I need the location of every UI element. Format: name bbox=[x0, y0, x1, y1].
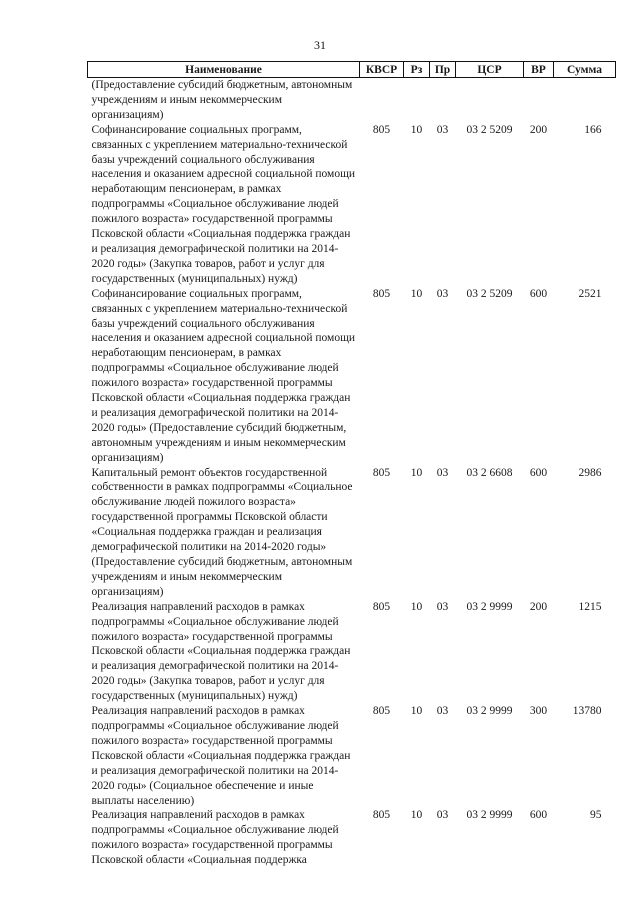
cell-csr bbox=[456, 78, 524, 123]
cell-sum: 95 bbox=[590, 809, 602, 822]
cell-rz: 10 bbox=[410, 600, 423, 613]
table-body bbox=[88, 78, 616, 869]
cell-vr: 200 bbox=[529, 600, 548, 613]
cell-sum: 13780 bbox=[572, 705, 602, 718]
cell-kvsr: 805 bbox=[372, 705, 391, 718]
cell-csr: 03 2 5209 bbox=[466, 287, 513, 300]
cell-rz: 10 bbox=[410, 287, 423, 300]
cell-pr: 03 bbox=[436, 123, 449, 136]
cell-vr: 200 bbox=[529, 123, 548, 136]
column-header-csr: ЦСР bbox=[456, 62, 524, 78]
cell-vr bbox=[524, 78, 554, 123]
page-number: 31 bbox=[314, 38, 326, 52]
cell-pr: 03 bbox=[436, 600, 449, 613]
cell-kvsr: 805 bbox=[372, 466, 391, 479]
column-header-sum: Сумма bbox=[554, 62, 616, 78]
cell-kvsr: 805 bbox=[372, 123, 391, 136]
cell-name: Реализация направлений расходов в рамках подпрограммы «Социальное обслуживание людей пожилого возраста» государственной программы Псковской области «Социальная поддержка граждан и реализация демографической политики на 2014-2020 годы» (Закупка товаров, работ и услуг для государственных (муниципальных) нужд) bbox=[91, 600, 351, 703]
cell-rz: 10 bbox=[410, 123, 423, 136]
cell-csr: 03 2 5209 bbox=[466, 123, 513, 136]
cell-pr: 03 bbox=[436, 705, 449, 718]
cell-vr: 600 bbox=[529, 287, 548, 300]
column-header-kvsr: КВСР bbox=[360, 62, 404, 78]
cell-vr: 600 bbox=[529, 466, 548, 479]
cell-kvsr: 805 bbox=[372, 600, 391, 613]
cell-sum: 2986 bbox=[578, 466, 602, 479]
table-header-row bbox=[88, 62, 616, 78]
table-row bbox=[88, 123, 616, 287]
table-row bbox=[88, 466, 616, 600]
cell-sum bbox=[554, 78, 616, 123]
cell-kvsr: 805 bbox=[372, 809, 391, 822]
column-header-pr: Пр bbox=[430, 62, 456, 78]
cell-rz: 10 bbox=[410, 466, 423, 479]
cell-name: Капитальный ремонт объектов государственной собственности в рамках подпрограммы «Социальное обслуживание людей пожилого возраста» государственной программы Псковской области «Социальная поддержка граждан и реализация демографической политики на 2014-2020 годы» (Предоставление субсидий бюджетным, автономным учреждениям и иным некоммерческим организациям) bbox=[91, 466, 353, 598]
cell-rz: 10 bbox=[410, 809, 423, 822]
cell-sum: 166 bbox=[584, 123, 602, 136]
cell-csr: 03 2 9999 bbox=[466, 600, 513, 613]
table-row bbox=[88, 78, 616, 123]
cell-name: (Предоставление субсидий бюджетным, автономным учреждениям и иным некоммерческим организациям) bbox=[91, 79, 353, 121]
cell-kvsr: 805 bbox=[372, 287, 391, 300]
cell-name: Реализация направлений расходов в рамках подпрограммы «Социальное обслуживание людей пожилого возраста» государственной программы Псковской области «Социальная поддержка bbox=[91, 809, 339, 867]
cell-pr bbox=[430, 78, 456, 123]
cell-rz bbox=[404, 78, 430, 123]
cell-kvsr bbox=[360, 78, 404, 123]
column-header-rz: Рз bbox=[404, 62, 430, 78]
cell-vr: 600 bbox=[529, 809, 548, 822]
column-header-name: Наименование bbox=[88, 62, 360, 78]
cell-rz: 10 bbox=[410, 705, 423, 718]
cell-name: Реализация направлений расходов в рамках подпрограммы «Социальное обслуживание людей пожилого возраста» государственной программы Псковской области «Социальная поддержка граждан и реализация демографической политики на 2014-2020 годы» (Социальное обеспечение и иные выплаты населению) bbox=[91, 705, 351, 807]
cell-pr: 03 bbox=[436, 466, 449, 479]
table-row bbox=[88, 808, 616, 868]
cell-csr: 03 2 9999 bbox=[466, 809, 513, 822]
cell-pr: 03 bbox=[436, 809, 449, 822]
table-row bbox=[88, 704, 616, 808]
cell-vr: 300 bbox=[529, 705, 548, 718]
cell-name: Софинансирование социальных программ, связанных с укреплением материально-технической базы учреждений социального обслуживания населения и оказанием адресной социальной помощи неработающим пенсионерам, в рамках подпрограммы «Социальное обслуживание людей пожилого возраста» государственной программы Псковской области «Социальная поддержка граждан и реализация демографической политики на 2014-2020 годы» (Предоставление субсидий бюджетным, автономным учреждениям и иным некоммерческим организациям) bbox=[91, 287, 356, 464]
budget-table bbox=[87, 61, 616, 868]
table-row bbox=[88, 600, 616, 704]
cell-csr: 03 2 6608 bbox=[466, 466, 513, 479]
cell-csr: 03 2 9999 bbox=[466, 705, 513, 718]
table-row bbox=[88, 287, 616, 466]
column-header-vr: ВР bbox=[524, 62, 554, 78]
cell-pr: 03 bbox=[436, 287, 449, 300]
cell-sum: 2521 bbox=[578, 287, 602, 300]
cell-sum: 1215 bbox=[578, 600, 602, 613]
cell-name: Софинансирование социальных программ, связанных с укреплением материально-технической базы учреждений социального обслуживания населения и оказанием адресной социальной помощи неработающим пенсионерам, в рамках подпрограммы «Социальное обслуживание людей пожилого возраста» государственной программы Псковской области «Социальная поддержка граждан и реализация демографической политики на 2014-2020 годы» (Закупка товаров, работ и услуг для государственных (муниципальных) нужд) bbox=[91, 123, 356, 285]
